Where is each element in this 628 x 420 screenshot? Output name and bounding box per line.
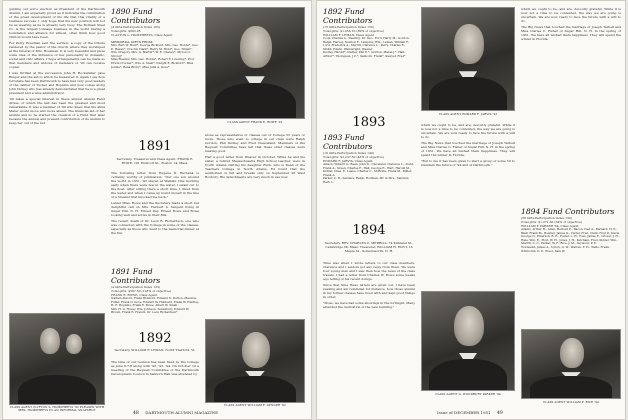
fund-1892-block bbox=[323, 7, 415, 115]
body-paragraph: "Moss, we have had some showings in the fortnight. Many attended the dedication of the new building." bbox=[323, 300, 415, 309]
fund-agent: FRANK E. ROWE, Class Agent bbox=[111, 293, 158, 297]
class-secretary: Secretary, WILLIAM F. LEMAN, North Thetford, Vt. bbox=[114, 348, 196, 352]
photo-william-denger bbox=[205, 319, 305, 403]
page-footer bbox=[437, 410, 503, 416]
page-number: 49 bbox=[496, 411, 503, 416]
body-paragraph: alone as representative of classes out of College 55 years or more. Those who went to college in our class were Ralph Gordon, Phil Dudley and Fred Cleaveland. Members of the Bequest Committee have felt that these older classes were making good. bbox=[205, 133, 305, 154]
body-paragraph: guiding our son's election as President of the Dartmouth Alumni. I am especially proud as it indicates the culmination of the great development of his life that this vitality of a business success. I only hope that his new position will not be as wearing as he is already very busy. The Rotman Steel Co. is the largest tonnage business in the world having a foundation and alliance for almost, often think how good Clinton would have been. bbox=[9, 7, 105, 40]
column-3-text bbox=[205, 133, 305, 313]
column-1 bbox=[9, 7, 105, 275]
fund-1891-block bbox=[111, 267, 199, 329]
photo-woodbury-parker bbox=[421, 291, 515, 391]
fund-agent: EDWARD F. JARVIS, Class Agent bbox=[323, 159, 373, 163]
fund-title: 1892 Fund Contributors bbox=[323, 7, 373, 25]
memorial-list: Miss Eleanor, Mrs. Geo. Hobbs*, Robert F. Lovering*, Prof. Erwin Crocker*, Wm. A. Snell*, Dwight E. Bickford*, Miss Jennie*, Rena Bixby*, Miss Julia A. Gove* bbox=[111, 57, 195, 69]
fund-total: Total gifts: $1,271.60 (64% of objective) bbox=[521, 220, 582, 224]
contributor-list: Cook, Charles A., Deering, Dr. Geo., Ford, Harry M., Gordon, Ralph, Harvey, Newton F., Lamprey, Wm., Leman, William F., Lord, Frederick A., Merrill, Clarence L., Perry, Charles E., Smith, Edwin, Wainwright, Weaver bbox=[323, 36, 410, 51]
fund-agent: WILLIAM F. PARKER '94, Class Agent bbox=[521, 224, 579, 228]
right-page bbox=[316, 0, 626, 420]
fund-title: 1891 Fund Contributors bbox=[111, 267, 161, 285]
fund-title: 1893 Fund Contributors bbox=[323, 133, 373, 151]
body-paragraph: I was thrilled at the succession John H. Rockefeller gave Ringer and the aid to which he measured it. Again I say how fortunate has been Dartmouth to have had very good leaders of the caliber of Tucker and Hopkins and now comes along John Dickey who has already demonstrated that he is a great president and a wise administrator. bbox=[9, 70, 105, 96]
photo-caption: CLASS AGENT EDWARD F. JARVIS '93 bbox=[438, 112, 498, 116]
column-2-text-1892 bbox=[111, 360, 199, 406]
column-3-text bbox=[521, 7, 621, 203]
contributor-list: Allison, Willard G., Bean, John D., Cleveland, Clarence L., Dodd, Frank A., Green, Charles F., Hall, George E., Hart, Harold M., Kidder, Chas. F., Leane, Charles C., McBride, Frank M., Miller, Frank A. bbox=[323, 162, 414, 177]
body-paragraph: '90 takes a special interest in these annual Alumni Fund drives, of which the last has been the greatest and most remarkable. It was a member of '90 who knew that his Alma Mater would move and move ahead. The financial aid of her alumni and so he started the creation of a Fund that later became the annual and present contribution of its alumni to keep her out of the red. bbox=[9, 96, 105, 126]
column-2-text bbox=[111, 171, 199, 263]
fund-gifts: (15 Gifts-Participation Index 150) bbox=[323, 25, 374, 29]
photo-caption: CLASS AGENT G. WOODBURY PARKER '94 bbox=[435, 392, 501, 396]
left-page bbox=[2, 0, 312, 420]
body-paragraph: which we ought to be, and are, devoutly grateful. While it is now not a time to be contented, the way we are going is uncertain. We are now ready to face the future with a will to do. bbox=[521, 7, 621, 24]
fund-agent: WILLIAM F. LEMAN, Class Agent bbox=[323, 33, 374, 37]
body-paragraph: "But to me it has been given to start a group of some 50 to maintain the future of '94 and of Dartmouth." bbox=[421, 158, 515, 167]
fund-gifts: (36 Gifts-Participation Index 130) bbox=[521, 216, 572, 220]
fund-gifts: (4 Gifts-Participation Index 105) bbox=[111, 25, 161, 29]
body-paragraph: The recent death of Dr. Leon B. Richardson, one who was connected with the College in some of the classes, especially as those who went to the memorial dinner at the Inn. bbox=[111, 218, 199, 235]
fund-title: 1894 Fund Contributors bbox=[521, 207, 615, 216]
fund-gifts: (4 Gifts-Participation Index 133) bbox=[111, 285, 161, 289]
issue-date: Issue of DECEMBER 1951 bbox=[437, 410, 491, 415]
photo-caption: CLASS AGENT WILLIAM F. RICE '94 bbox=[543, 400, 599, 404]
fund-1894-block bbox=[521, 207, 621, 325]
contributor-list: Nathan Abbott, Frank Bickford, Edward N. Dutton, Maurice Fuller, Frank D. Gove, Edward W. Hubbard, Frank W. Huntley, H. E. Hopkins, Frank E. Rowe, Albert W. Small bbox=[111, 296, 199, 308]
magazine-title: DARTMOUTH ALUMNI MAGAZINE bbox=[145, 410, 219, 415]
fund-1890-block bbox=[111, 7, 199, 137]
memorial-list: Parker, C. R., Sanders, Ralph, Rodman, Mr. & Mrs., Sanders, Herb L. bbox=[323, 176, 410, 184]
fund-agent: CLAYTON L. HUMPHREYS, Class Agent bbox=[111, 33, 173, 37]
body-paragraph: Had a good letter from Weaver in October. While he and his sister, a retired Massachusetts High School teacher, were in North Adams visiting his daughter Ruth, who is Dean of the Teachers College in North Adams, Ed found that the auditorium is full and breaks only on September 28 West Roxbury. His detachments are very much in use now. bbox=[205, 154, 305, 180]
class-year-heading: 1892 bbox=[138, 331, 172, 346]
photo-caption: CLASS AGENT FRANK E. ROWE '91 bbox=[227, 120, 283, 124]
photo-frank-rowe bbox=[205, 7, 305, 119]
class-year-heading: 1891 bbox=[138, 139, 172, 154]
memorial-list: Townsend, James A., Upton, G. W., Warren, F. H., Wells, Frank, Whitcomb, D. P., Wood, Sam W. bbox=[521, 244, 610, 253]
fund-total: Total gifts: $2,237.50 (43% of objective) bbox=[323, 155, 384, 159]
column-1-text bbox=[323, 261, 415, 407]
photo-edward-jarvis bbox=[421, 7, 515, 111]
body-paragraph: The Big News that touched the marriage of Joseph Tarbell and Miss Clarise C. Fisher of Sugar Hill, N. H. in the spring of 1951. We have all wished them happiness. They will spend the winter in Florida. bbox=[421, 140, 515, 157]
memorial-list: Mrs. H. G. Hovey, Wm. Johnson, Tewksbury, Edward W. Brown, Frank E. French, Dr. Leon Richardson* bbox=[111, 306, 190, 315]
body-paragraph: Lanier Miss. Rowe and the Secretary made a short but delightful call on Mrs. Herbert S. Sargent living in Sugar Hill, N. H. Ernest Day, Ernest Rowe and Rowe looking well and active in their 80s. bbox=[111, 200, 199, 218]
fund-title: 1890 Fund Contributors bbox=[111, 7, 161, 25]
class-secretary: Secretary, REV. CHARLES C. MERRILL, 74 Kirkland St., Cambridge 38, Mass. Treasurer, WILLIAM H. HOYT, 16 Maple St., Somersworth, N. H. bbox=[324, 241, 414, 254]
body-paragraph: which we ought to be, and are, devoutly grateful. While it is now not a time to be contented, the way we are going is uncertain. We are now ready to face the future with a will to do. bbox=[421, 123, 515, 140]
fund-gifts: (16 Gifts-Participation Index 140) bbox=[323, 151, 374, 155]
class-secretary: Secretary, Treasurer and Class Agent, FRANK E. ROWE, 101 Endicott St., Boston 14, Mass. bbox=[116, 157, 194, 166]
body-paragraph: Time was when I wrote letters to our class members, Clarence and I seldom got any reply from them. We were four young men and I saw then how the news of the class travels. I had a letter from Charles W. Rowe some weeks ago telling of his recent doings. bbox=[323, 261, 415, 282]
class-year-heading: 1894 bbox=[352, 223, 386, 238]
body-paragraph: For Perry Hossman sent the sermon, a copy of the tribute rendered by the pastor of the church where they worshiped at the funeral of Mrs. Hossman. It is very beautiful and gives some idea of the influence of her personality in domestic, social and civic affairs. I hope arrangements can be made so that members and widows of members of '90 can receive copies. bbox=[9, 40, 105, 70]
photo-william-rice bbox=[521, 329, 621, 399]
column-2-text bbox=[421, 123, 515, 285]
fund-1893-block bbox=[323, 133, 415, 217]
body-paragraph: The following letter from Eugene D. Burbank is certainly worthy of publication: "Our one son around the world in 1951, '93 stayed at Waikiki. One morning early when there were few in the water, I swam out to the float. After sitting there a short time, I dived from the water and when I came up found myself in the line of a breaker that knocked me back." bbox=[111, 171, 199, 200]
page-footer bbox=[133, 410, 218, 416]
memorial-list: Dudley, Harold*, Dudley, Phil E.*, Gordon, Mabel J.*, Hall, Arthur*, Thompson, J.C.*, Sanborn, Frank*, Sawyer, Fred* bbox=[323, 50, 406, 58]
contributor-list: Adams, Arthur H., Allen, Herbert E., Bacon, Ned A., Barnard, H. P., Blair, Frank M., Bowker, James G., Carter, Fred, Clark, Hoyt P., Davis, George O., Emerson, B. E., Foster, L. H., Foss, James E., Grover, J. H., Hale, Wm. E., Hoyt, W. H., Jones, J. H., Ketcham, Fred, Kidder, Wm., Merrill, C. C., Parker, W. F., Rice, J. M., Seymour, P. E. bbox=[521, 227, 620, 246]
body-paragraph: Since that time these letters are given out. I have been reading and am reminded for instance, how those alumni in my former classes have lived with and kept good things in order. bbox=[323, 282, 415, 299]
photo-caption: CLASS AGENT WILLIAM F. DENGER '92 bbox=[224, 403, 286, 407]
page-number: 48 bbox=[133, 411, 139, 416]
contributor-list: Mrs. Bert W. Hunt*, George Bickford, Mrs. Geo. Hobbs*, Geo. E. Haven*, Crecius Clark*, Harry M. Hunt*, Geo. Tilden*, Wm. Gregory, Mrs. G. Martin*, W. E. Cheney*, Myron G. Strong* bbox=[111, 43, 199, 58]
memorial-heading: MEMORIAL GIFTS FROM: bbox=[111, 40, 154, 44]
fund-total: Total gifts: $597.50 (128% of objective) bbox=[111, 289, 172, 293]
body-paragraph: The time of our reunion has been fixed by the College as June 6-7-8 along with '92, '93, '94. On October 19 a meeting of the Bequest Committee of the Dartmouth Development Council in Sanborn Hall was attended by bbox=[111, 360, 199, 377]
fund-total: Total gifts: $693.05 bbox=[111, 29, 141, 33]
photo-caption: CLASS AGENT CLIFTON S. HUMPHREYS '92 PLEASED WITH MRS. HUMPHREYS IN AN INFORMAL SNAPSHOT bbox=[9, 405, 105, 413]
class-year-heading: 1893 bbox=[352, 115, 386, 130]
body-paragraph: The Big News that touched the marriage of Joseph Tarbell and Miss Clarise C. Fisher of Sugar Hill, N. H. in the spring of 1951. We have all wished them happiness. They will spend the winter in Florida. bbox=[521, 24, 621, 41]
fund-total: Total gifts: $1,056.10 (89% of objective) bbox=[323, 29, 384, 33]
photo-clifton-humphreys bbox=[9, 313, 105, 405]
